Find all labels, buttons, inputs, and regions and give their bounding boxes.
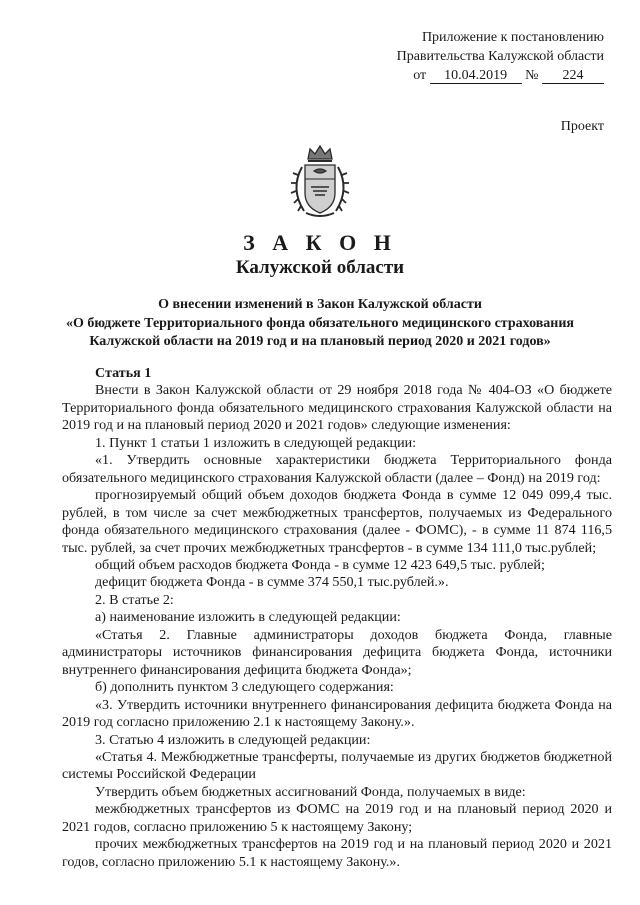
heading-line-2: «О бюджете Территориального фонда обязательного медицинского страхования [66, 315, 574, 331]
body-paragraph: общий объем расходов бюджета Фонда - в сумме 12 423 649,5 тыс. рублей; [95, 556, 545, 573]
law-subtitle: Калужской области [235, 257, 405, 278]
resolution-date: 10.04.2019 [430, 68, 522, 84]
law-body [62, 365, 612, 871]
body-paragraph: «Статья 2. Главные администраторы доходов бюджета Фонда, главные администраторы источников финансирования дефицита бюджета Фонда, источники внутреннего финансирования дефицита бюджета Фонда»; [62, 626, 612, 678]
body-paragraph: «Статья 4. Межбюджетные трансферты, получаемые из других бюджетов бюджетной системы Российской Федерации [62, 748, 612, 783]
resolution-number: 224 [542, 68, 604, 84]
law-heading [60, 296, 580, 352]
body-paragraph: «3. Утвердить источники внутреннего финансирования дефицита бюджета Фонда на 2019 год согласно приложению 2.1 к настоящему Закону.». [62, 696, 612, 731]
body-paragraph: прочих межбюджетных трансфертов на 2019 год и на плановый период 2020 и 2021 годов, согласно приложению 5.1 к настоящему Закону.». [62, 836, 612, 870]
from-label: от [413, 68, 427, 83]
body-paragraph: 1. Пункт 1 статьи 1 изложить в следующей редакции: [95, 434, 417, 451]
project-label: Проект [560, 119, 604, 134]
coat-of-arms-icon [286, 141, 354, 221]
body-paragraph: межбюджетных трансфертов из ФОМС на 2019 год и на плановый период 2020 и 2021 годов, согласно приложению 5 к настоящему Закону; [62, 801, 612, 835]
body-paragraph: 2. В статье 2: [95, 591, 174, 608]
body-paragraph: Внести в Закон Калужской области от 29 ноября 2018 года № 404-ОЗ «О бюджете Территориального фонда обязательного медицинского страхования Калужской области на 2019 год и на плановый период 2020 и 2021 годов» следующие изменения: [62, 382, 612, 434]
heading-line-1: О внесении изменений в Закон Калужской области [158, 297, 482, 312]
body-paragraph: Утвердить объем бюджетных ассигнований Фонда, получаемых в виде: [95, 783, 526, 800]
body-paragraph: «1. Утвердить основные характеристики бюджета Территориального фонда обязательного медицинского страхования Калужской области (далее – Фонд) на 2019 год: [62, 452, 612, 486]
appendix-line-1: Приложение к постановлению [421, 30, 604, 45]
heading-line-3: Калужской области на 2019 год и на плановый период 2020 и 2021 годов» [89, 334, 551, 349]
article-heading: Статья 1 [95, 365, 152, 381]
law-title: З А К О Н [243, 230, 397, 255]
appendix-date-number [397, 66, 604, 85]
number-label: № [525, 68, 539, 83]
body-paragraph: б) дополнить пунктом 3 следующего содержания: [95, 679, 394, 696]
body-paragraph: а) наименование изложить в следующей редакции: [95, 609, 401, 626]
appendix-block [397, 28, 604, 85]
appendix-line-2: Правительства Калужской области [396, 49, 604, 64]
body-paragraph: дефицит бюджета Фонда - в сумме 374 550,1 тыс.рублей.». [95, 574, 449, 591]
body-paragraph: прогнозируемый общий объем доходов бюджета Фонда в сумме 12 049 099,4 тыс. рублей, в том числе за счет межбюджетных трансфертов, получаемых из Федерального фонда обязательного медицинского страхования (далее - ФОМС), - в сумме 11 874 116,5 тыс. рублей, за счет прочих межбюджетных трансфертов - в сумме 134 111,0 тыс.рублей; [62, 487, 612, 556]
body-paragraph: 3. Статью 4 изложить в следующей редакции: [95, 731, 371, 748]
